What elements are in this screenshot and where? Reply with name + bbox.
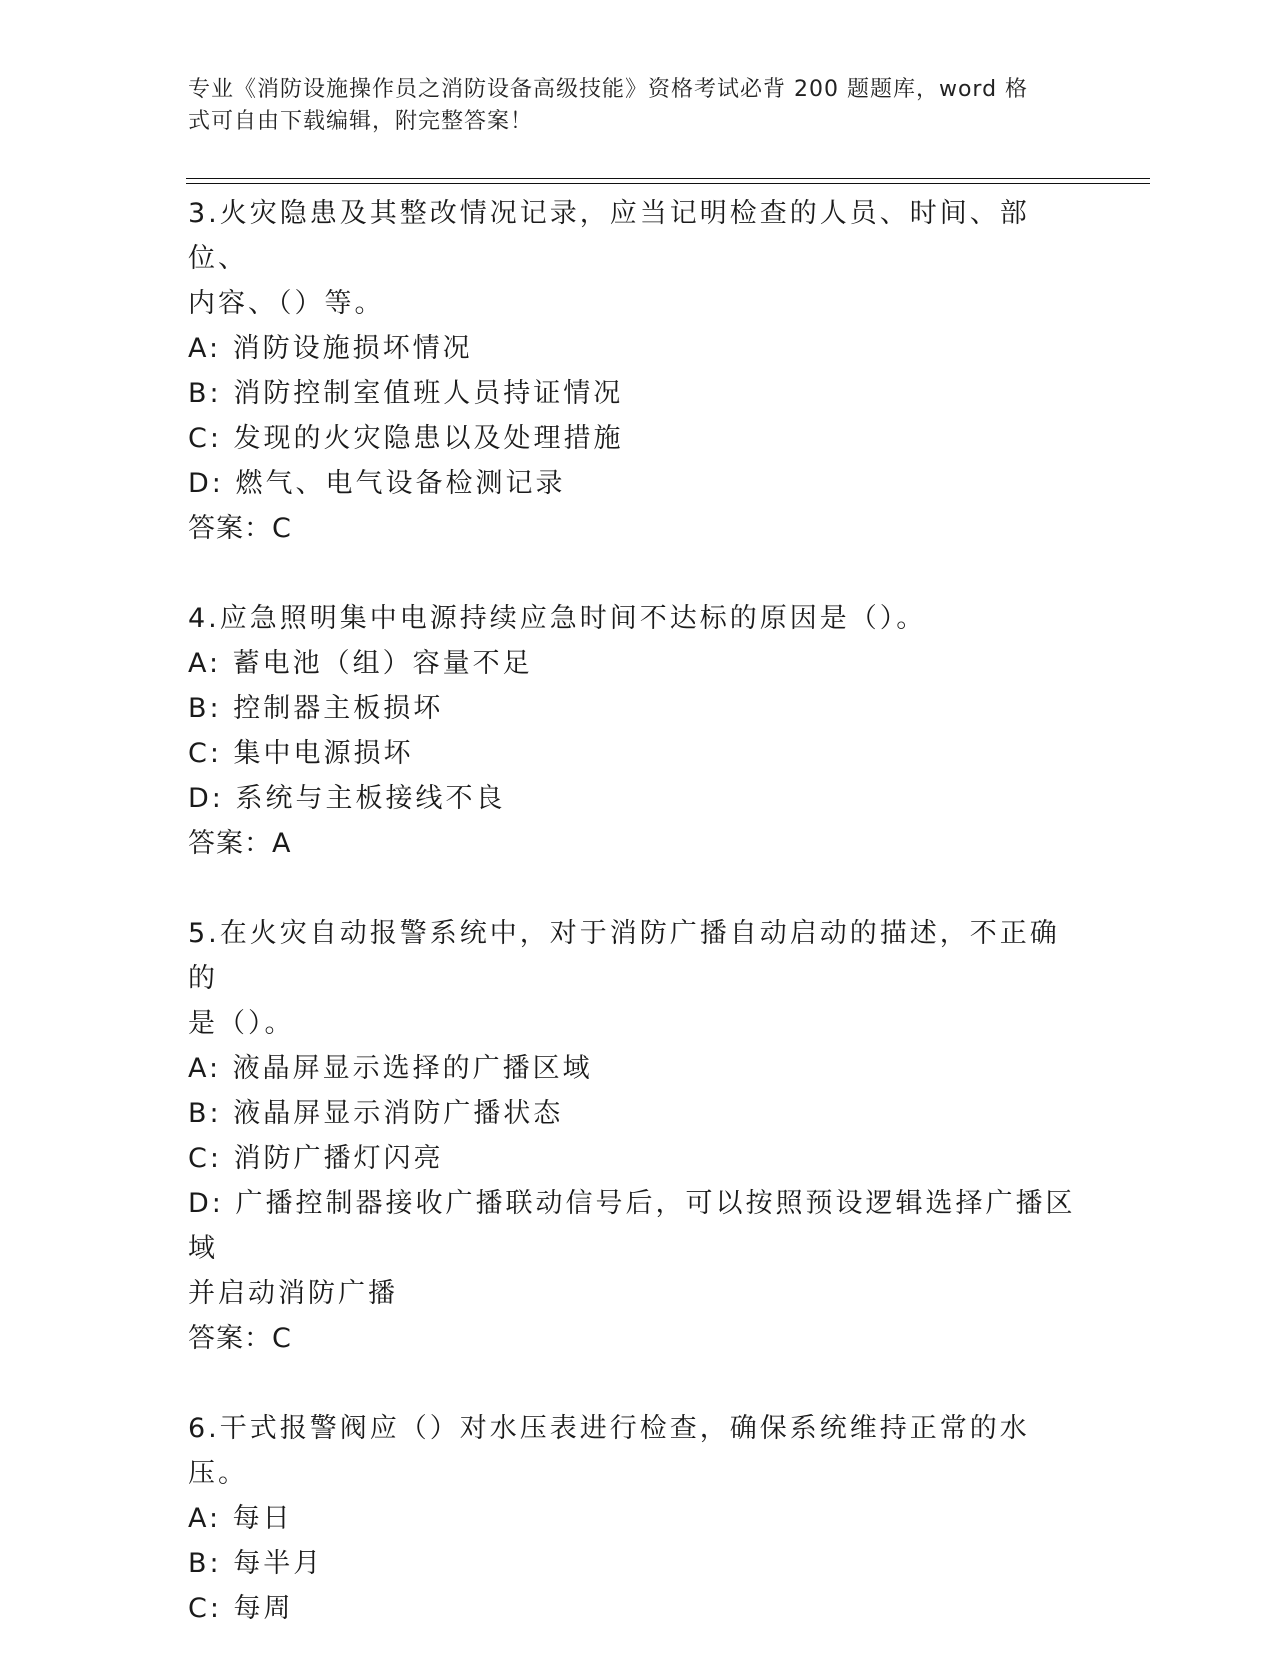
header-divider-bottom [186, 183, 1150, 184]
option-d: D: 燃气、电气设备检测记录 [188, 468, 566, 499]
answer: 答案：C [188, 1323, 292, 1354]
option-c: C: 发现的火灾隐患以及处理措施 [188, 423, 624, 454]
question-stem-continued: 是（）。 [188, 1008, 295, 1039]
option-a: A: 蓄电池（组）容量不足 [188, 648, 533, 679]
question-3 [188, 191, 1088, 552]
question-stem: 6.干式报警阀应（）对水压表进行检查，确保系统维持正常的水压。 [188, 1413, 1030, 1489]
question-4 [188, 596, 1088, 867]
option-d-continued: 并启动消防广播 [188, 1278, 398, 1309]
question-5 [188, 911, 1088, 1362]
option-b: B: 每半月 [188, 1548, 324, 1579]
option-c: C: 消防广播灯闪亮 [188, 1143, 444, 1174]
option-b: B: 液晶屏显示消防广播状态 [188, 1098, 564, 1129]
option-b: B: 消防控制室值班人员持证情况 [188, 378, 624, 409]
option-a: A: 液晶屏显示选择的广播区域 [188, 1053, 593, 1084]
option-d: D: 广播控制器接收广播联动信号后，可以按照预设逻辑选择广播区域 [188, 1188, 1076, 1264]
header-line-1: 专业《消防设施操作员之消防设备高级技能》资格考试必背 200 题题库，word 格 [188, 77, 1029, 102]
question-stem-continued: 内容、（）等。 [188, 288, 385, 319]
header-divider-top [186, 178, 1150, 179]
option-a: A: 消防设施损坏情况 [188, 333, 473, 364]
question-6 [188, 1406, 1088, 1631]
header-line-2: 式可自由下载编辑，附完整答案！ [188, 109, 534, 134]
option-d: D: 系统与主板接线不良 [188, 783, 506, 814]
question-stem: 5.在火灾自动报警系统中，对于消防广播自动启动的描述，不正确的 [188, 918, 1060, 994]
answer: 答案：A [188, 828, 292, 859]
option-b: B: 控制器主板损坏 [188, 693, 444, 724]
document-header [188, 74, 1068, 138]
option-a: A: 每日 [188, 1503, 293, 1534]
option-c: C: 每周 [188, 1593, 294, 1624]
option-c: C: 集中电源损坏 [188, 738, 414, 769]
answer: 答案：C [188, 513, 292, 544]
question-list [188, 191, 1088, 1675]
question-stem: 4.应急照明集中电源持续应急时间不达标的原因是（）。 [188, 603, 927, 634]
question-stem: 3.火灾隐患及其整改情况记录，应当记明检查的人员、时间、部位、 [188, 198, 1030, 274]
